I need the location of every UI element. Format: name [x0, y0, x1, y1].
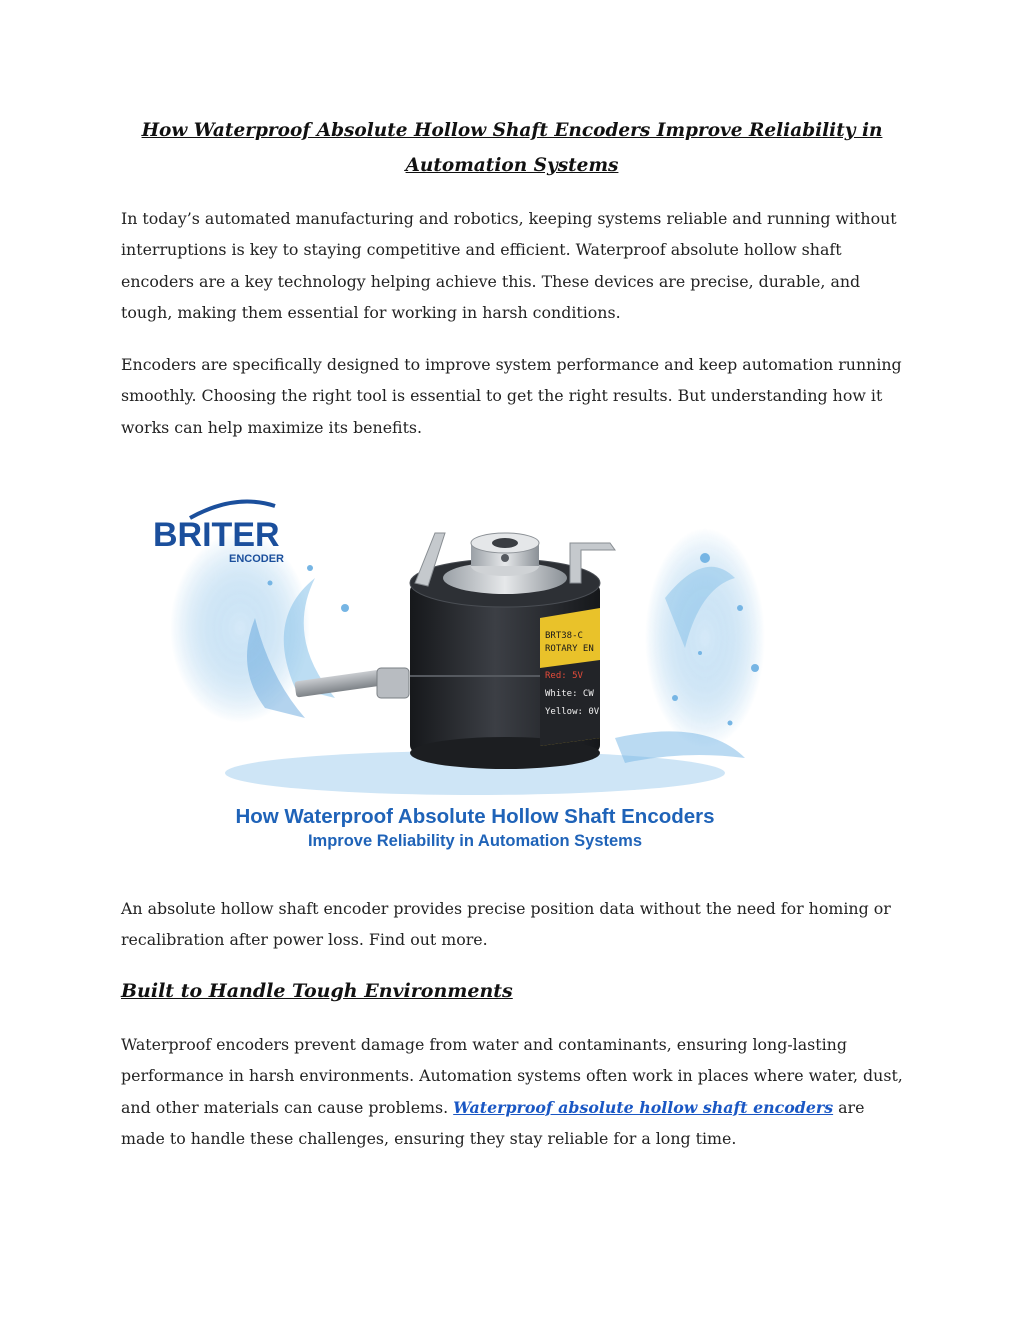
- logo-text-main: BRITER: [153, 516, 280, 554]
- intro-paragraph-1: In today’s automated manufacturing and robotics, keeping systems reliable and running without interruptions is key to staying competitive and efficient. Waterproof absolute hollow shaft encoders are a key technology helping achieve this. These devices are precise, durable, and tough, making them essential for working in harsh conditions.: [121, 209, 897, 322]
- label-line-3: Red: 5V: [545, 671, 583, 681]
- label-line-4: White: CW: [545, 689, 594, 699]
- label-line-5: Yellow: 0V: [545, 707, 600, 717]
- label-line-2: ROTARY EN: [545, 644, 594, 654]
- after-image-paragraph: An absolute hollow shaft encoder provides precise position data without the need for homing or recalibration after power loss. Find out more.: [121, 899, 891, 950]
- section-paragraph-text-end: are made to handle these challenges, ensuring they stay reliable for a long time.: [121, 1097, 865, 1148]
- encoders-link[interactable]: Waterproof absolute hollow shaft encoders: [453, 1097, 834, 1117]
- logo-text-sub: ENCODER: [229, 553, 285, 565]
- intro-paragraph-2: Encoders are specifically designed to improve system performance and keep automation running smoothly. Choosing the right tool is essential to get the right results. But understanding how it works can help maximize its benefits.: [121, 355, 902, 437]
- figure-caption-line-1: How Waterproof Absolute Hollow Shaft Encoders: [235, 805, 715, 828]
- figure-caption-line-2: Improve Reliability in Automation Systems: [307, 832, 643, 850]
- label-line-1: BRT38-C: [545, 631, 583, 641]
- section-paragraph-text: Waterproof encoders prevent damage from water and contaminants, ensuring long-lasting performance in harsh environments. Automation systems often work in places where water, dust, and other materials can cause problems.: [121, 1035, 903, 1117]
- document-title: How Waterproof Absolute Hollow Shaft Encoders Improve Reliability in Automation Systems: [141, 120, 883, 176]
- product-figure: [145, 488, 805, 863]
- section-paragraph: [121, 1029, 911, 1154]
- encoder-illustration: [145, 488, 805, 863]
- section-heading: Built to Handle Tough Environments: [121, 980, 513, 1002]
